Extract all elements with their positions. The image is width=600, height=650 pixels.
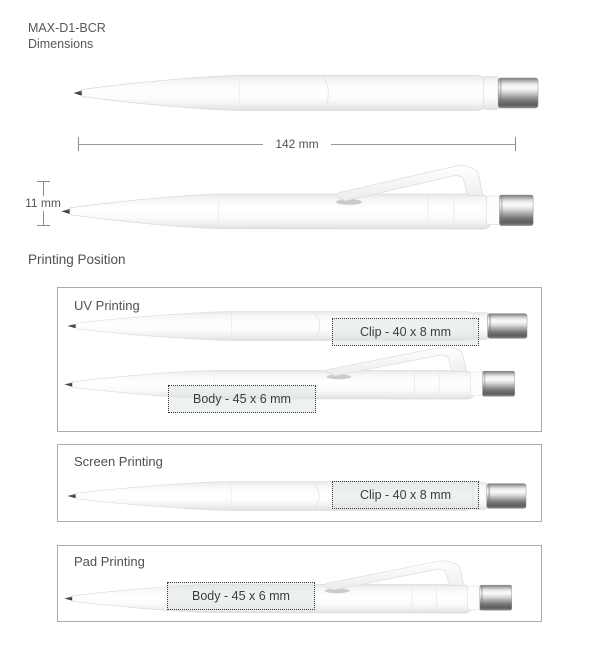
height-dimension [21, 181, 65, 226]
section-label: UV Printing [74, 298, 140, 313]
print-area-label: Body - 45 x 6 mm [193, 392, 291, 406]
printing-position-title: Printing Position [28, 252, 126, 267]
pen-top-view-image [72, 70, 540, 116]
printing-section-uv [57, 287, 542, 432]
length-dimension [78, 136, 516, 152]
pen-side-view-image [60, 162, 545, 235]
print-area-label: Clip - 40 x 8 mm [360, 325, 451, 339]
dimension-line-bottom [43, 211, 44, 225]
section-label: Pad Printing [74, 554, 145, 569]
print-area-clip [332, 318, 479, 346]
print-area-label: Body - 45 x 6 mm [192, 589, 290, 603]
section-label: Screen Printing [74, 454, 163, 469]
dimensions-subtitle: Dimensions [28, 37, 94, 51]
header [28, 20, 106, 52]
length-dimension-label: 142 mm [275, 137, 319, 151]
dimension-line-left [78, 144, 263, 145]
printing-section-screen [57, 444, 542, 522]
print-area-clip [332, 481, 479, 509]
dimension-tick-right [515, 137, 516, 151]
height-dimension-label: 11 mm [25, 196, 61, 210]
dimension-line-top [43, 182, 44, 196]
dimension-line-right [331, 144, 516, 145]
dimension-tick-bottom [37, 225, 50, 226]
printing-section-pad [57, 545, 542, 622]
print-area-body [167, 582, 315, 610]
dimension-tick-left [78, 137, 79, 151]
product-model-title: MAX-D1-BCR [28, 21, 106, 35]
print-area-body [168, 385, 316, 413]
print-area-label: Clip - 40 x 8 mm [360, 488, 451, 502]
